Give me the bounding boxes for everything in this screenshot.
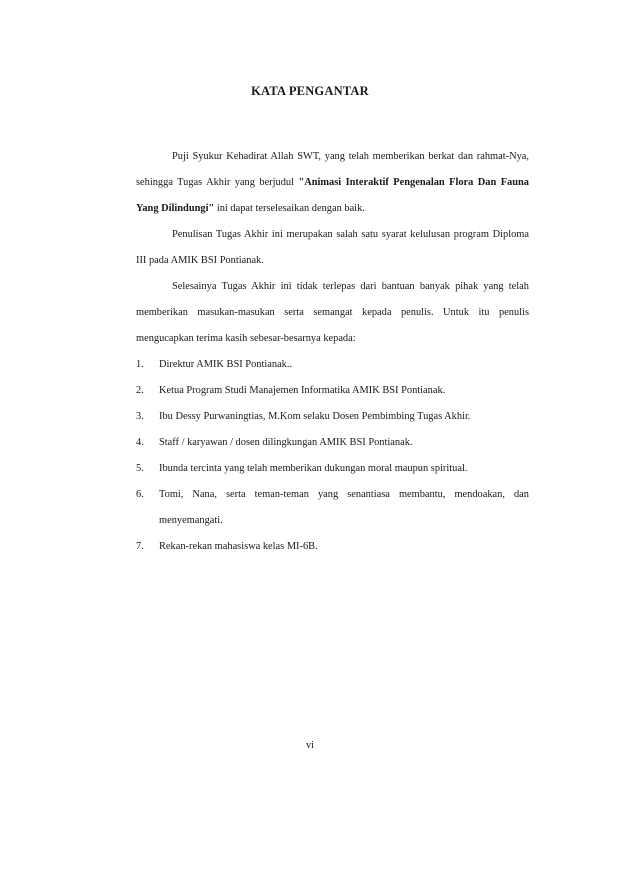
- list-item-number: 3.: [136, 411, 144, 422]
- list-item-number: 7.: [136, 541, 144, 552]
- paragraph-thanks: Selesainya Tugas Akhir ini tidak terlepas dari bantuan banyak pihak yang telah memberikan masukan-masukan serta semangat kepada penulis. Untuk itu penulis mengucapkan terima kasih sebesar-besarnya kepada:: [136, 281, 529, 344]
- list-item: [136, 482, 529, 534]
- list-item-text: Tomi, Nana, serta teman-teman yang senantiasa membantu, mendoakan, dan menyemangati.: [159, 489, 529, 526]
- list-item-text: Ibunda tercinta yang telah memberikan dukungan moral maupun spiritual.: [159, 463, 468, 474]
- list-item: [136, 352, 529, 378]
- document-body: [136, 144, 529, 560]
- list-item-text: Rekan-rekan mahasiswa kelas MI-6B.: [159, 541, 318, 552]
- list-item: [136, 404, 529, 430]
- list-item: [136, 430, 529, 456]
- list-item-text: Staff / karyawan / dosen dilingkungan AMIK BSI Pontianak.: [159, 437, 413, 448]
- paragraph-intro-end: ini dapat terselesaikan dengan baik.: [214, 203, 365, 214]
- page-title: KATA PENGANTAR: [251, 84, 369, 98]
- paragraph-purpose: Penulisan Tugas Akhir ini merupakan salah satu syarat kelulusan program Diploma III pada AMIK BSI Pontianak.: [136, 229, 529, 266]
- acknowledgement-list: [136, 352, 529, 560]
- thesis-title: "Animasi Interaktif Pengenalan Flora Dan Fauna Yang Dilindungi": [136, 177, 529, 214]
- page-number: vi: [305, 740, 315, 751]
- list-item: [136, 378, 529, 404]
- list-item: [136, 534, 529, 560]
- list-item-number: 4.: [136, 437, 144, 448]
- list-item-text: Ibu Dessy Purwaningtias, M.Kom selaku Dosen Pembimbing Tugas Akhir.: [159, 411, 471, 422]
- list-item-number: 2.: [136, 385, 144, 396]
- list-item-number: 5.: [136, 463, 144, 474]
- list-item-text: Direktur AMIK BSI Pontianak..: [159, 359, 293, 370]
- list-item: [136, 456, 529, 482]
- paragraph-intro-text: Puji Syukur Kehadirat Allah SWT, yang telah memberikan berkat dan rahmat-Nya, sehingga Tugas Akhir yang berjudul: [136, 151, 529, 188]
- list-item-text: Ketua Program Studi Manajemen Informatika AMIK BSI Pontianak.: [159, 385, 446, 396]
- list-item-number: 6.: [136, 489, 144, 500]
- paragraph-intro: [136, 144, 529, 222]
- list-item-number: 1.: [136, 359, 144, 370]
